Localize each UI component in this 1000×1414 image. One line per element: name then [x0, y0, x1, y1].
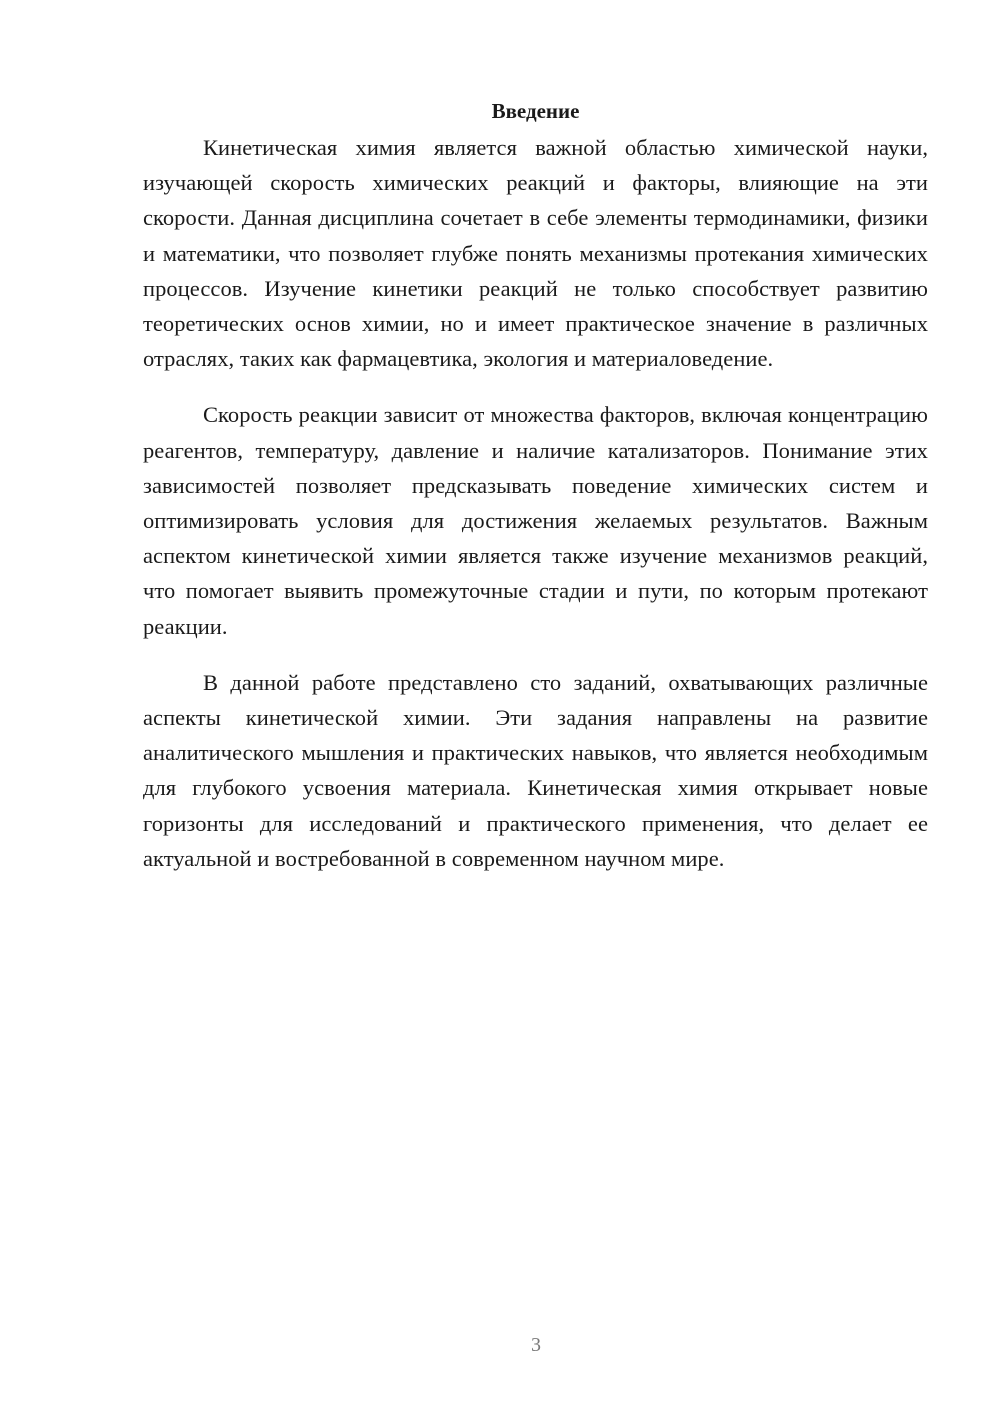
- page-number: 3: [531, 1334, 541, 1356]
- paragraph-2: Скорость реакции зависит от множества факторов, включая концентрацию реагентов, температуру, давление и наличие катализаторов. Понимание этих зависимостей позволяет предсказывать поведение химических систем и оптимизировать условия для достижения желаемых результатов. Важным аспектом кинетической химии является также изучение механизмов реакций, что помогает выявить промежуточные стадии и пути, по которым протекают реакции.: [143, 402, 928, 639]
- page-content: [143, 92, 928, 897]
- paragraph-3: В данной работе представлено сто заданий, охватывающих различные аспекты кинетической химии. Эти задания направлены на развитие аналитического мышления и практических навыков, что является необходимым для глубокого усвоения материала. Кинетическая химия открывает новые горизонты для исследований и практического применения, что делает ее актуальной и востребованной в современном научном мире.: [143, 669, 928, 871]
- paragraph-1: Кинетическая химия является важной областью химической науки, изучающей скорость химических реакций и факторы, влияющие на эти скорости. Данная дисциплина сочетает в себе элементы термодинамики, физики и математики, что позволяет глубже понять механизмы протекания химических процессов. Изучение кинетики реакций не только способствует развитию теоретических основ химии, но и имеет практическое значение в различных отраслях, таких как фармацевтика, экология и материаловедение.: [143, 135, 928, 372]
- section-title: Введение: [491, 99, 580, 123]
